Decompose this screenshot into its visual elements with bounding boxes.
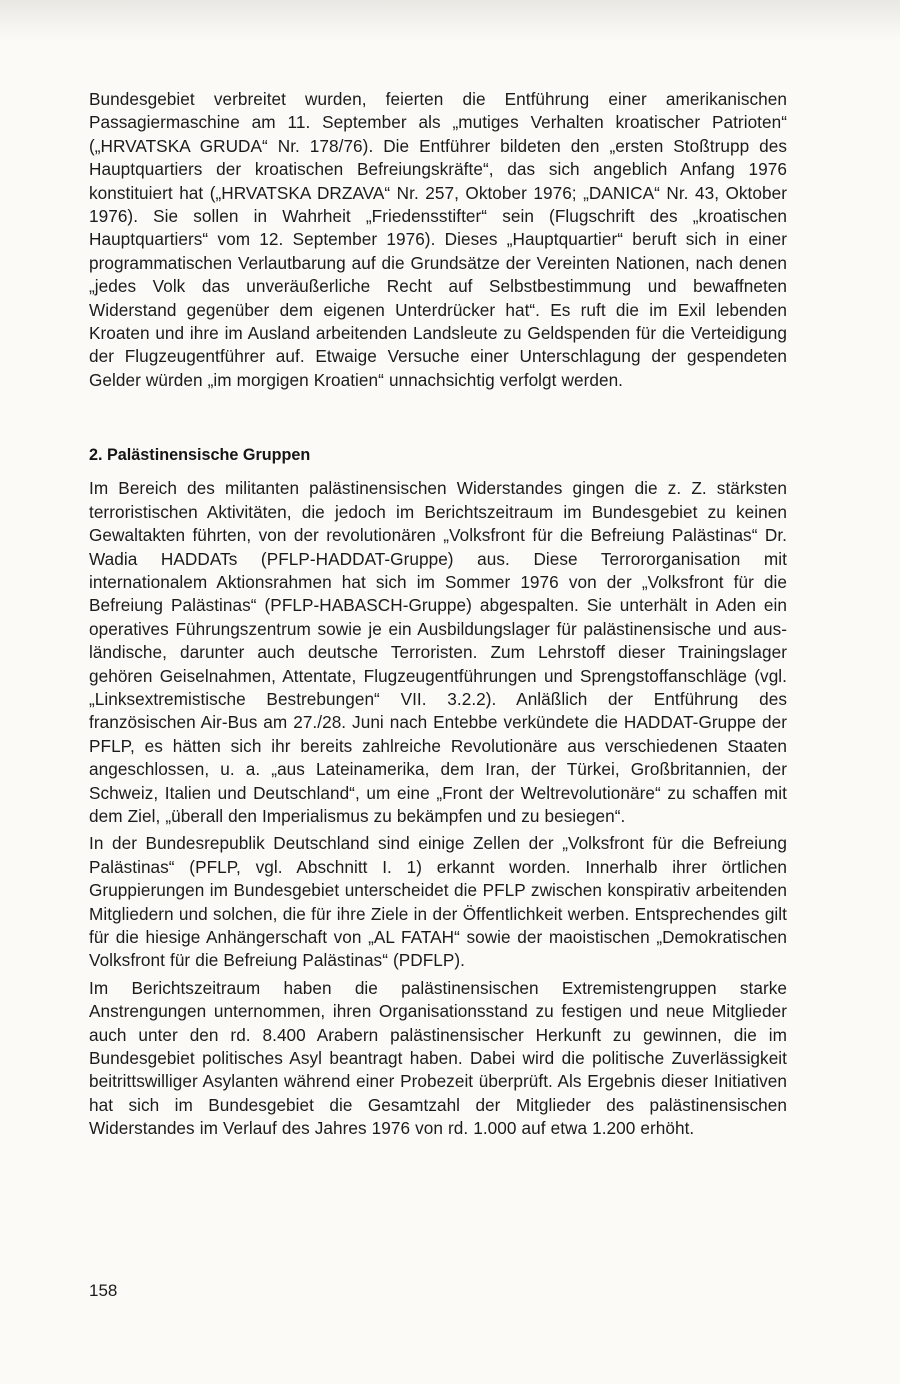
paragraph-pflp-cells: In der Bundesrepublik Deutschland sind einige Zellen der „Volksfront für die Befreiung Palästinas“ (PFLP, vgl. Abschnitt I. 1) erkannt worden. Innerhalb ihrer örtlichen Gruppierungen im Bundesgebiet unterscheidet die PFLP zwischen konspirativ arbeitenden Mitgliedern und solchen, die für ihre Ziele in der Öffentlichkeit werben. Entsprechendes gilt für die hiesige Anhängerschaft von „AL FATAH“ sowie der maoistischen „Demokratischen Volksfront für die Befreiung Palästinas“ (PDFLP). — [89, 833, 787, 971]
paragraph-pflp-haddat: Im Bereich des militanten palästinensischen Widerstandes gingen die z. Z. stärksten terroristischen Aktivitäten, die jedoch im Berichtszeitraum im Bundesgebiet zu keinen Gewaltakten führten, von der revolutionären „Volksfront für die Befreiung Palästinas“ Dr. Wadia HADDATs (PFLP-HADDAT-Gruppe) aus. Diese Terrororganisation mit internationalem Aktionsrahmen hat sich im Sommer 1976 von der „Volksfront für die Befreiung Palästinas“ (PFLP-HABASCH-Gruppe) abgespalten. Sie unterhält in Aden ein operatives Führungszentrum sowie je ein Ausbildungslager für palästinensische und ausländische, darunter auch deutsche Terroristen. Zum Lehrstoff dieser Trainingslager gehören Geiselnahmen, Attentate, Flugzeugentführungen und Sprengstoffanschläge (vgl. „Linksextremistische Bestrebungen“ VII. 3.2.2). Anläßlich der Entführung des französischen Air-Bus am 27./28. Juni nach Entebbe verkündete die HADDAT-Gruppe der PFLP, es hätten sich ihr bereits zahlreiche Revolutionäre aus verschiedenen Staaten angeschlossen, u. a. „aus Lateinamerika, dem Iran, der Türkei, Großbritannien, der Schweiz, Italien und Deutschland“, um eine „Front der Weltrevolutionäre“ zu schaffen mit dem Ziel, „überall den Imperialismus zu bekämpfen und zu besiegen“. — [89, 478, 787, 826]
document-page — [89, 88, 787, 1141]
section-heading-palestinian-groups: 2. Palästinensische Gruppen — [89, 446, 311, 465]
paragraph-croatian-groups: Bundesgebiet verbreitet wurden, feierten die Entführung einer amerikanischen Passagiermaschine am 11. September als „mutiges Verhalten kroatischer Patrioten“ („HRVATSKA GRUDA“ Nr. 178/76). Die Entführer bildeten den „ersten Stoßtrupp des Hauptquartiers der kroatischen Befreiungskräfte“, das sich angeblich Anfang 1976 konstituiert hat („HRVATSKA DRZAVA“ Nr. 257, Oktober 1976; „DANICA“ Nr. 43, Oktober 1976). Sie sollen in Wahrheit „Friedensstifter“ sein (Flugschrift des „kroatischen Hauptquartiers“ vom 12. September 1976). Dieses „Hauptquartier“ beruft sich in einer programmatischen Verlautbarung auf die Grundsätze der Vereinten Nationen, nach denen „jedes Volk das unveräußerliche Recht auf Selbstbestimmung und bewaffneten Widerstand gegenüber dem eigenen Unterdrücker hat“. Es ruft die im Exil lebenden Kroaten und ihre im Ausland arbeitenden Landsleute zu Geldspenden für die Verteidigung der Flugzeugentführer auf. Etwaige Versuche einer Unterschlagung der gespendeten Gelder würden „im morgigen Kroatien“ unnachsichtig verfolgt werden. — [89, 89, 787, 390]
page-number: 158 — [89, 1281, 118, 1300]
scan-shadow — [0, 0, 900, 40]
paragraph-membership: Im Berichtszeitraum haben die palästinensischen Extremistengruppen starke Anstrengungen unternommen, ihren Organisationsstand zu festigen und neue Mitglieder auch unter den rd. 8.400 Arabern palästinensischer Herkunft zu gewinnen, die im Bundesgebiet politisches Asyl beantragt haben. Dabei wird die politische Zuverlässigkeit beitrittswilliger Asylanten während einer Probezeit überprüft. Als Ergebnis dieser Initiativen hat sich im Bundesgebiet die Gesamtzahl der Mitglieder des palästinensischen Widerstandes im Verlauf des Jahres 1976 von rd. 1.000 auf etwa 1.200 erhöht. — [89, 977, 787, 1139]
